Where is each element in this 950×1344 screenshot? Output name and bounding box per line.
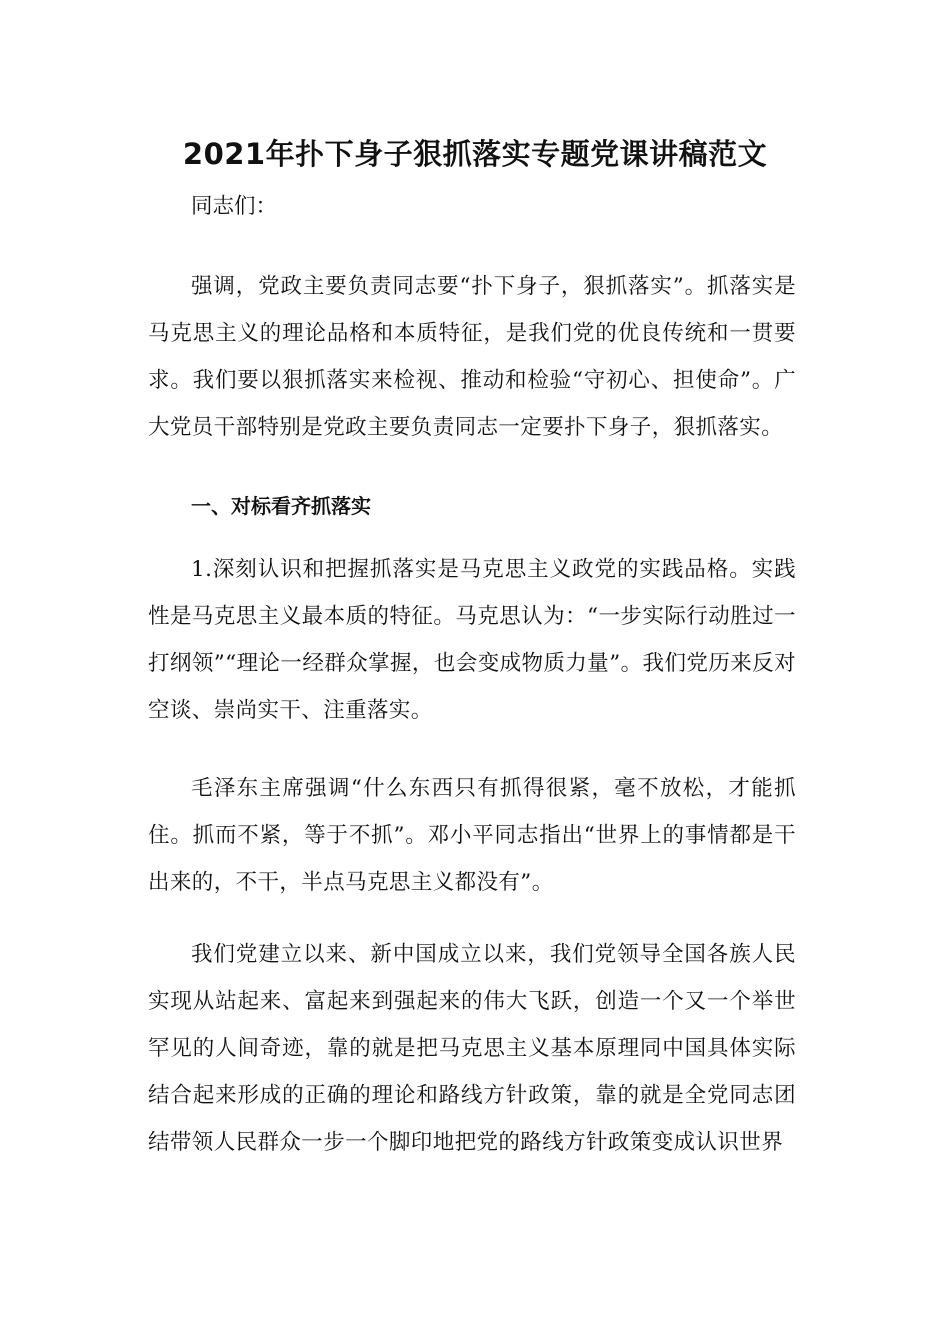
document-title: 2021年扑下身子狠抓落实专题党课讲稿范文 (182, 137, 768, 171)
paragraph-quotes: 毛泽东主席强调“什么东西只有抓得很紧，毫不放松，才能抓住。抓而不紧，等于不抓”。邓小平同志指出“世界上的事情都是干出来的，不干，半点马克思主义都没有”。 (148, 776, 796, 895)
paragraph-history: 我们党建立以来、新中国成立以来，我们党领导全国各族人民实现从站起来、富起来到强起来的伟大飞跃，创造一个又一个举世罕见的人间奇迹，靠的就是把马克思主义基本原理同中国具体实际结合起来形成的正确的理论和路线方针政策，靠的就是全党同志团结带领人民群众一步一个脚印地把党的路线方针政策变成认识世界 (148, 942, 796, 1155)
section-heading: 一、对标看齐抓落实 (191, 494, 371, 518)
paragraph-practice: 1.深刻认识和把握抓落实是马克思主义政党的实践品格。实践性是马克思主义最本质的特征。马克思认为：“一步实际行动胜过一打纲领”“理论一经群众掌握，也会变成物质力量”。我们党历来反对空谈、崇尚实干、注重落实。 (148, 557, 796, 723)
salutation: 同志们： (191, 194, 278, 219)
paragraph-intro: 强调，党政主要负责同志要“扑下身子，狠抓落实”。抓落实是马克思主义的理论品格和本质特征，是我们党的优良传统和一贯要求。我们要以狠抓落实来检视、推动和检验“守初心、担使命”。广大党员干部特别是党政主要负责同志一定要扑下身子，狠抓落实。 (148, 274, 796, 440)
